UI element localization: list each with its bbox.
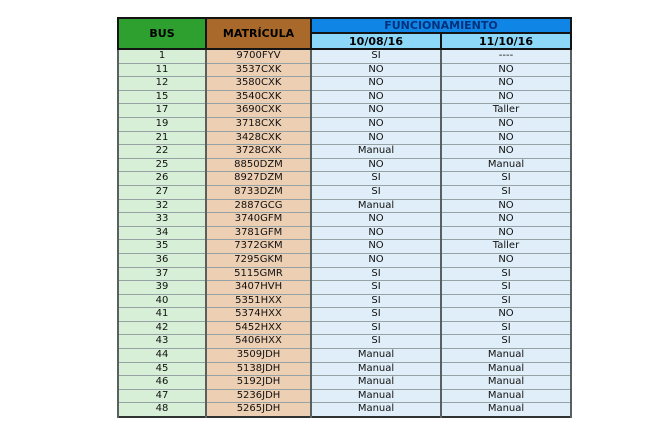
table-row: [118, 308, 571, 322]
bus-status-table: [117, 17, 572, 418]
bus-cell[interactable]: 27: [118, 185, 206, 199]
matricula-cell[interactable]: 5138JDH: [206, 362, 311, 376]
funcionamiento-cell-2[interactable]: NO: [441, 90, 571, 104]
funcionamiento-cell-1[interactable]: SI: [311, 294, 441, 308]
funcionamiento-cell-1[interactable]: Manual: [311, 199, 441, 213]
funcionamiento-column-header[interactable]: FUNCIONAMIENTO: [311, 18, 571, 33]
matricula-cell[interactable]: 7295GKM: [206, 253, 311, 267]
funcionamiento-cell-2[interactable]: SI: [441, 185, 571, 199]
bus-cell[interactable]: 15: [118, 90, 206, 104]
table-row: [118, 294, 571, 308]
matricula-cell[interactable]: 5192JDH: [206, 376, 311, 390]
funcionamiento-cell-2[interactable]: SI: [441, 267, 571, 281]
funcionamiento-cell-1[interactable]: SI: [311, 308, 441, 322]
table-row: [118, 213, 571, 227]
funcionamiento-cell-2[interactable]: NO: [441, 145, 571, 159]
bus-cell[interactable]: 47: [118, 389, 206, 403]
table-row: [118, 403, 571, 417]
matricula-cell[interactable]: 5115GMR: [206, 267, 311, 281]
table-row: [118, 226, 571, 240]
matricula-cell[interactable]: 5452HXX: [206, 321, 311, 335]
bus-cell[interactable]: 17: [118, 104, 206, 118]
table-row: [118, 77, 571, 91]
funcionamiento-cell-2[interactable]: NO: [441, 213, 571, 227]
funcionamiento-cell-2[interactable]: NO: [441, 199, 571, 213]
bus-cell[interactable]: 22: [118, 145, 206, 159]
bus-cell[interactable]: 43: [118, 335, 206, 349]
bus-cell[interactable]: 1: [118, 49, 206, 63]
matricula-cell[interactable]: 5406HXX: [206, 335, 311, 349]
table-row: [118, 281, 571, 295]
funcionamiento-cell-2[interactable]: NO: [441, 308, 571, 322]
bus-cell[interactable]: 33: [118, 213, 206, 227]
funcionamiento-cell-1[interactable]: NO: [311, 226, 441, 240]
funcionamiento-cell-2[interactable]: NO: [441, 253, 571, 267]
table-row: [118, 335, 571, 349]
bus-cell[interactable]: 12: [118, 77, 206, 91]
matricula-cell[interactable]: 5236JDH: [206, 389, 311, 403]
matricula-cell[interactable]: 5374HXX: [206, 308, 311, 322]
funcionamiento-cell-1[interactable]: Manual: [311, 362, 441, 376]
table-row: [118, 185, 571, 199]
funcionamiento-cell-2[interactable]: Manual: [441, 349, 571, 363]
table-row: [118, 362, 571, 376]
matricula-cell[interactable]: 3690CXK: [206, 104, 311, 118]
table-row: [118, 145, 571, 159]
funcionamiento-cell-2[interactable]: NO: [441, 77, 571, 91]
funcionamiento-cell-2[interactable]: SI: [441, 281, 571, 295]
funcionamiento-cell-2[interactable]: Manual: [441, 376, 571, 390]
bus-cell[interactable]: 35: [118, 240, 206, 254]
funcionamiento-cell-1[interactable]: SI: [311, 267, 441, 281]
bus-cell[interactable]: 26: [118, 172, 206, 186]
matricula-cell[interactable]: 3580CXK: [206, 77, 311, 91]
table-body: [118, 49, 571, 417]
matricula-cell[interactable]: 5351HXX: [206, 294, 311, 308]
matricula-cell[interactable]: 8850DZM: [206, 158, 311, 172]
matricula-cell[interactable]: 3407HVH: [206, 281, 311, 295]
bus-cell[interactable]: 48: [118, 403, 206, 417]
table-row: [118, 376, 571, 390]
funcionamiento-cell-2[interactable]: Manual: [441, 389, 571, 403]
bus-cell[interactable]: 37: [118, 267, 206, 281]
bus-cell[interactable]: 21: [118, 131, 206, 145]
table-row: [118, 267, 571, 281]
funcionamiento-cell-2[interactable]: Taller: [441, 104, 571, 118]
funcionamiento-cell-1[interactable]: SI: [311, 321, 441, 335]
funcionamiento-cell-1[interactable]: SI: [311, 185, 441, 199]
funcionamiento-cell-1[interactable]: NO: [311, 240, 441, 254]
funcionamiento-cell-1[interactable]: NO: [311, 117, 441, 131]
funcionamiento-cell-1[interactable]: NO: [311, 77, 441, 91]
funcionamiento-cell-2[interactable]: SI: [441, 294, 571, 308]
table-row: [118, 172, 571, 186]
matricula-cell[interactable]: 9700FYV: [206, 49, 311, 63]
funcionamiento-cell-2[interactable]: SI: [441, 172, 571, 186]
funcionamiento-cell-1[interactable]: NO: [311, 253, 441, 267]
table-row: [118, 321, 571, 335]
funcionamiento-cell-1[interactable]: Manual: [311, 376, 441, 390]
bus-cell[interactable]: 36: [118, 253, 206, 267]
matricula-cell[interactable]: 3537CXK: [206, 63, 311, 77]
funcionamiento-cell-2[interactable]: NO: [441, 63, 571, 77]
bus-cell[interactable]: 32: [118, 199, 206, 213]
bus-cell[interactable]: 25: [118, 158, 206, 172]
funcionamiento-cell-1[interactable]: SI: [311, 281, 441, 295]
table-row: [118, 253, 571, 267]
matricula-cell[interactable]: 3509JDH: [206, 349, 311, 363]
matricula-cell[interactable]: 3728CXK: [206, 145, 311, 159]
matricula-cell[interactable]: 8733DZM: [206, 185, 311, 199]
bus-cell[interactable]: 42: [118, 321, 206, 335]
table-row: [118, 389, 571, 403]
table-row: [118, 63, 571, 77]
bus-cell[interactable]: 46: [118, 376, 206, 390]
bus-cell[interactable]: 39: [118, 281, 206, 295]
matricula-column-header[interactable]: MATRÍCULA: [206, 18, 311, 49]
funcionamiento-cell-1[interactable]: Manual: [311, 349, 441, 363]
funcionamiento-cell-1[interactable]: SI: [311, 172, 441, 186]
date-column-header-2[interactable]: 11/10/16: [441, 33, 571, 49]
matricula-cell[interactable]: 7372GKM: [206, 240, 311, 254]
bus-column-header[interactable]: BUS: [118, 18, 206, 49]
funcionamiento-cell-1[interactable]: NO: [311, 131, 441, 145]
funcionamiento-cell-1[interactable]: NO: [311, 104, 441, 118]
bus-cell[interactable]: 19: [118, 117, 206, 131]
table-row: [118, 104, 571, 118]
table-row: [118, 158, 571, 172]
funcionamiento-cell-2[interactable]: NO: [441, 226, 571, 240]
matricula-cell[interactable]: 8927DZM: [206, 172, 311, 186]
funcionamiento-cell-2[interactable]: SI: [441, 321, 571, 335]
matricula-cell[interactable]: 3718CXK: [206, 117, 311, 131]
funcionamiento-cell-2[interactable]: SI: [441, 335, 571, 349]
table-header: [118, 18, 571, 49]
funcionamiento-cell-2[interactable]: NO: [441, 117, 571, 131]
funcionamiento-cell-2[interactable]: NO: [441, 131, 571, 145]
funcionamiento-cell-2[interactable]: ----: [441, 49, 571, 63]
table-row: [118, 117, 571, 131]
bus-cell[interactable]: 34: [118, 226, 206, 240]
table-row: [118, 49, 571, 63]
matricula-cell[interactable]: 3740GFM: [206, 213, 311, 227]
matricula-cell[interactable]: 2887GCG: [206, 199, 311, 213]
matricula-cell[interactable]: 3781GFM: [206, 226, 311, 240]
bus-cell[interactable]: 45: [118, 362, 206, 376]
funcionamiento-cell-2[interactable]: Manual: [441, 158, 571, 172]
matricula-cell[interactable]: 5265JDH: [206, 403, 311, 417]
funcionamiento-cell-1[interactable]: SI: [311, 49, 441, 63]
funcionamiento-cell-2[interactable]: Manual: [441, 362, 571, 376]
funcionamiento-cell-2[interactable]: Manual: [441, 403, 571, 417]
funcionamiento-cell-1[interactable]: NO: [311, 90, 441, 104]
date-column-header-1[interactable]: 10/08/16: [311, 33, 441, 49]
table-row: [118, 131, 571, 145]
bus-cell[interactable]: 44: [118, 349, 206, 363]
table-row: [118, 199, 571, 213]
bus-cell[interactable]: 11: [118, 63, 206, 77]
table-row: [118, 240, 571, 254]
funcionamiento-cell-1[interactable]: SI: [311, 335, 441, 349]
bus-cell[interactable]: 41: [118, 308, 206, 322]
funcionamiento-cell-1[interactable]: NO: [311, 213, 441, 227]
funcionamiento-cell-1[interactable]: Manual: [311, 389, 441, 403]
funcionamiento-cell-1[interactable]: NO: [311, 158, 441, 172]
funcionamiento-cell-1[interactable]: NO: [311, 63, 441, 77]
table-row: [118, 349, 571, 363]
table-row: [118, 90, 571, 104]
funcionamiento-cell-2[interactable]: Taller: [441, 240, 571, 254]
bus-cell[interactable]: 40: [118, 294, 206, 308]
matricula-cell[interactable]: 3428CXK: [206, 131, 311, 145]
funcionamiento-cell-1[interactable]: Manual: [311, 145, 441, 159]
funcionamiento-cell-1[interactable]: Manual: [311, 403, 441, 417]
matricula-cell[interactable]: 3540CXK: [206, 90, 311, 104]
